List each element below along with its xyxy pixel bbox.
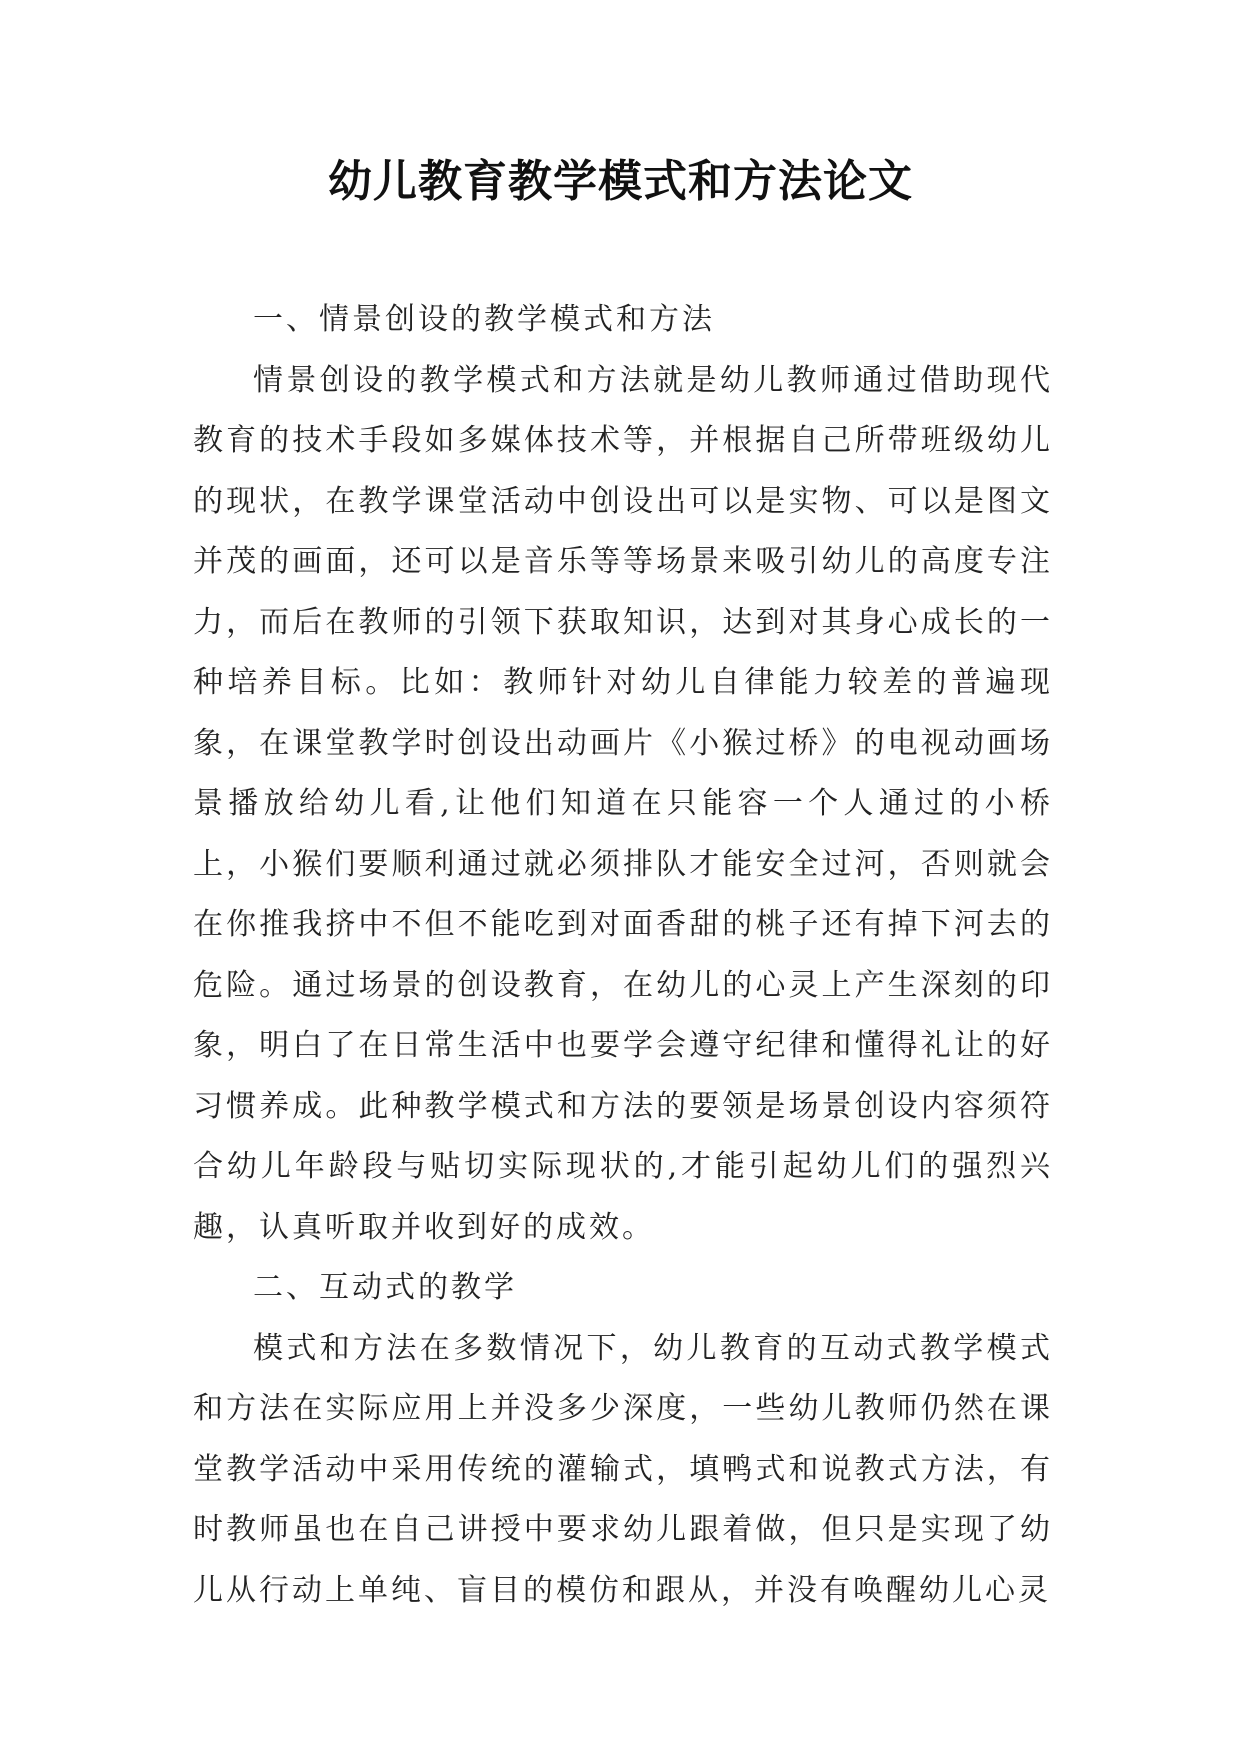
section1-paragraph: 情景创设的教学模式和方法就是幼儿教师通过借助现代教育的技术手段如多媒体技术等，并根据自己所带班级幼儿的现状，在教学课堂活动中创设出可以是实物、可以是图文并茂的画面，还可以是音乐等等场景来吸引幼儿的高度专注力，而后在教师的引领下获取知识，达到对其身心成长的一种培养目标。比如：教师针对幼儿自律能力较差的普遍现象，在课堂教学时创设出动画片《小猴过桥》的电视动画场景播放给幼儿看,让他们知道在只能容一个人通过的小桥上，小猴们要顺利通过就必须排队才能安全过河，否则就会在你推我挤中不但不能吃到对面香甜的桃子还有掉下河去的危险。通过场景的创设教育，在幼儿的心灵上产生深刻的印象，明白了在日常生活中也要学会遵守纪律和懂得礼让的好习惯养成。此种教学模式和方法的要领是场景创设内容须符合幼儿年龄段与贴切实际现状的,才能引起幼儿们的强烈兴趣，认真听取并收到好的成效。 [193,362,1053,1245]
document-body [193,290,1053,1621]
document-title: 幼儿教育教学模式和方法论文 [328,156,913,207]
section1-heading: 一、情景创设的教学模式和方法 [253,302,715,337]
section2-heading: 二、互动式的教学 [253,1270,517,1305]
section2-paragraph: 模式和方法在多数情况下，幼儿教育的互动式教学模式和方法在实际应用上并没多少深度，一些幼儿教师仍然在课堂教学活动中采用传统的灌输式，填鸭式和说教式方法，有时教师虽也在自己讲授中要求幼儿跟着做，但只是实现了幼儿从行动上单纯、盲目的模仿和跟从，并没有唤醒幼儿心灵 [193,1330,1053,1608]
